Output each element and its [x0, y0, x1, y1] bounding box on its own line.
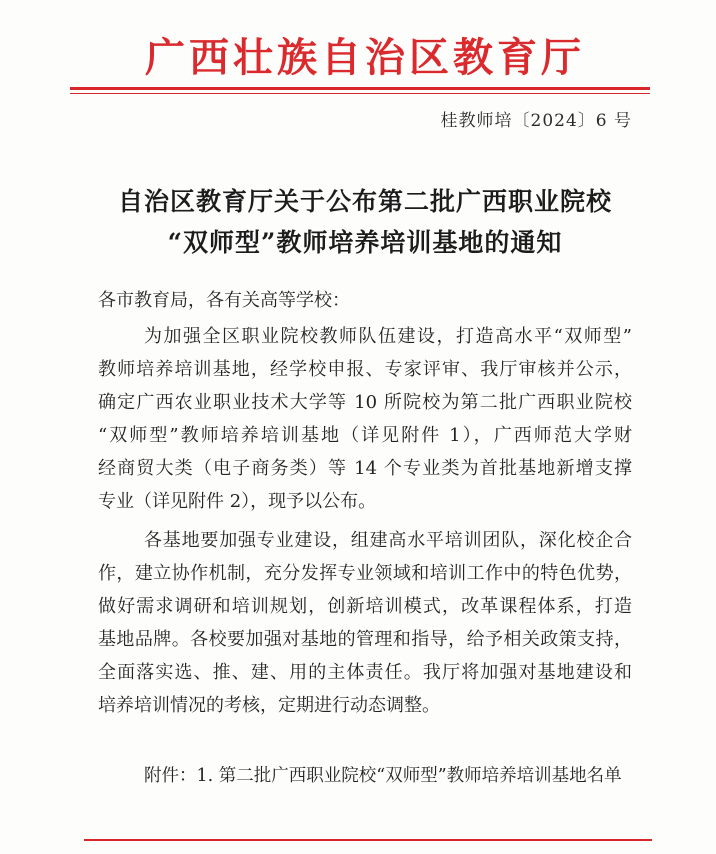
letterhead-red-rule-thick: [70, 87, 650, 90]
body-paragraph-2: [98, 524, 632, 722]
title-line: 自治区教育厅关于公布第二批广西职业院校: [117, 187, 612, 216]
paragraph-line: 经商贸大类（电子商务类）等 14 个专业类为首批基地新增支撑: [98, 458, 632, 479]
attachment-item: 附件：1. 第二批广西职业院校“双师型”教师培养培训基地名单: [144, 766, 622, 786]
salutation-block: [98, 284, 632, 317]
paragraph-line: 基地品牌。各校要加强对基地的管理和指导，给予相关政策支持，: [98, 629, 632, 650]
paragraph-line: 培养培训情况的考核，定期进行动态调整。: [98, 695, 440, 716]
letterhead-org-name: 广西壮族自治区教育厅: [145, 34, 585, 81]
footer-red-rule: [84, 839, 652, 841]
paragraph-line: 确定广西农业职业技术大学等 10 所院校为第二批广西职业院校: [98, 392, 632, 413]
salutation: 各市教育局，各有关高等学校：: [98, 290, 350, 311]
title-line: “双师型”教师培养培训基地的通知: [167, 228, 563, 257]
paragraph-line: 全面落实选、推、建、用的主体责任。我厅将加强对基地建设和: [98, 662, 632, 683]
paragraph-line: 各基地要加强专业建设，组建高水平培训团队，深化校企合: [144, 530, 632, 551]
paragraph-line: 专业（详见附件 2），现予以公布。: [98, 491, 377, 512]
document-number: 桂教师培〔2024〕6 号: [440, 111, 632, 131]
document-title: [98, 181, 632, 263]
body-paragraph-1: [98, 320, 632, 518]
paragraph-line: “双师型”教师培养培训基地（详见附件 1），广西师范大学财: [98, 425, 632, 446]
paragraph-line: 做好需求调研和培训规划，创新培训模式，改革课程体系，打造: [98, 596, 632, 617]
letterhead-red-rule-thin: [70, 93, 650, 94]
paragraph-line: 教师培养培训基地，经学校申报、专家评审、我厅审核并公示，: [98, 359, 632, 380]
paragraph-line: 为加强全区职业院校教师队伍建设，打造高水平“双师型”: [144, 326, 632, 347]
paragraph-line: 作，建立协作机制，充分发挥专业领域和培训工作中的特色优势，: [98, 563, 632, 584]
